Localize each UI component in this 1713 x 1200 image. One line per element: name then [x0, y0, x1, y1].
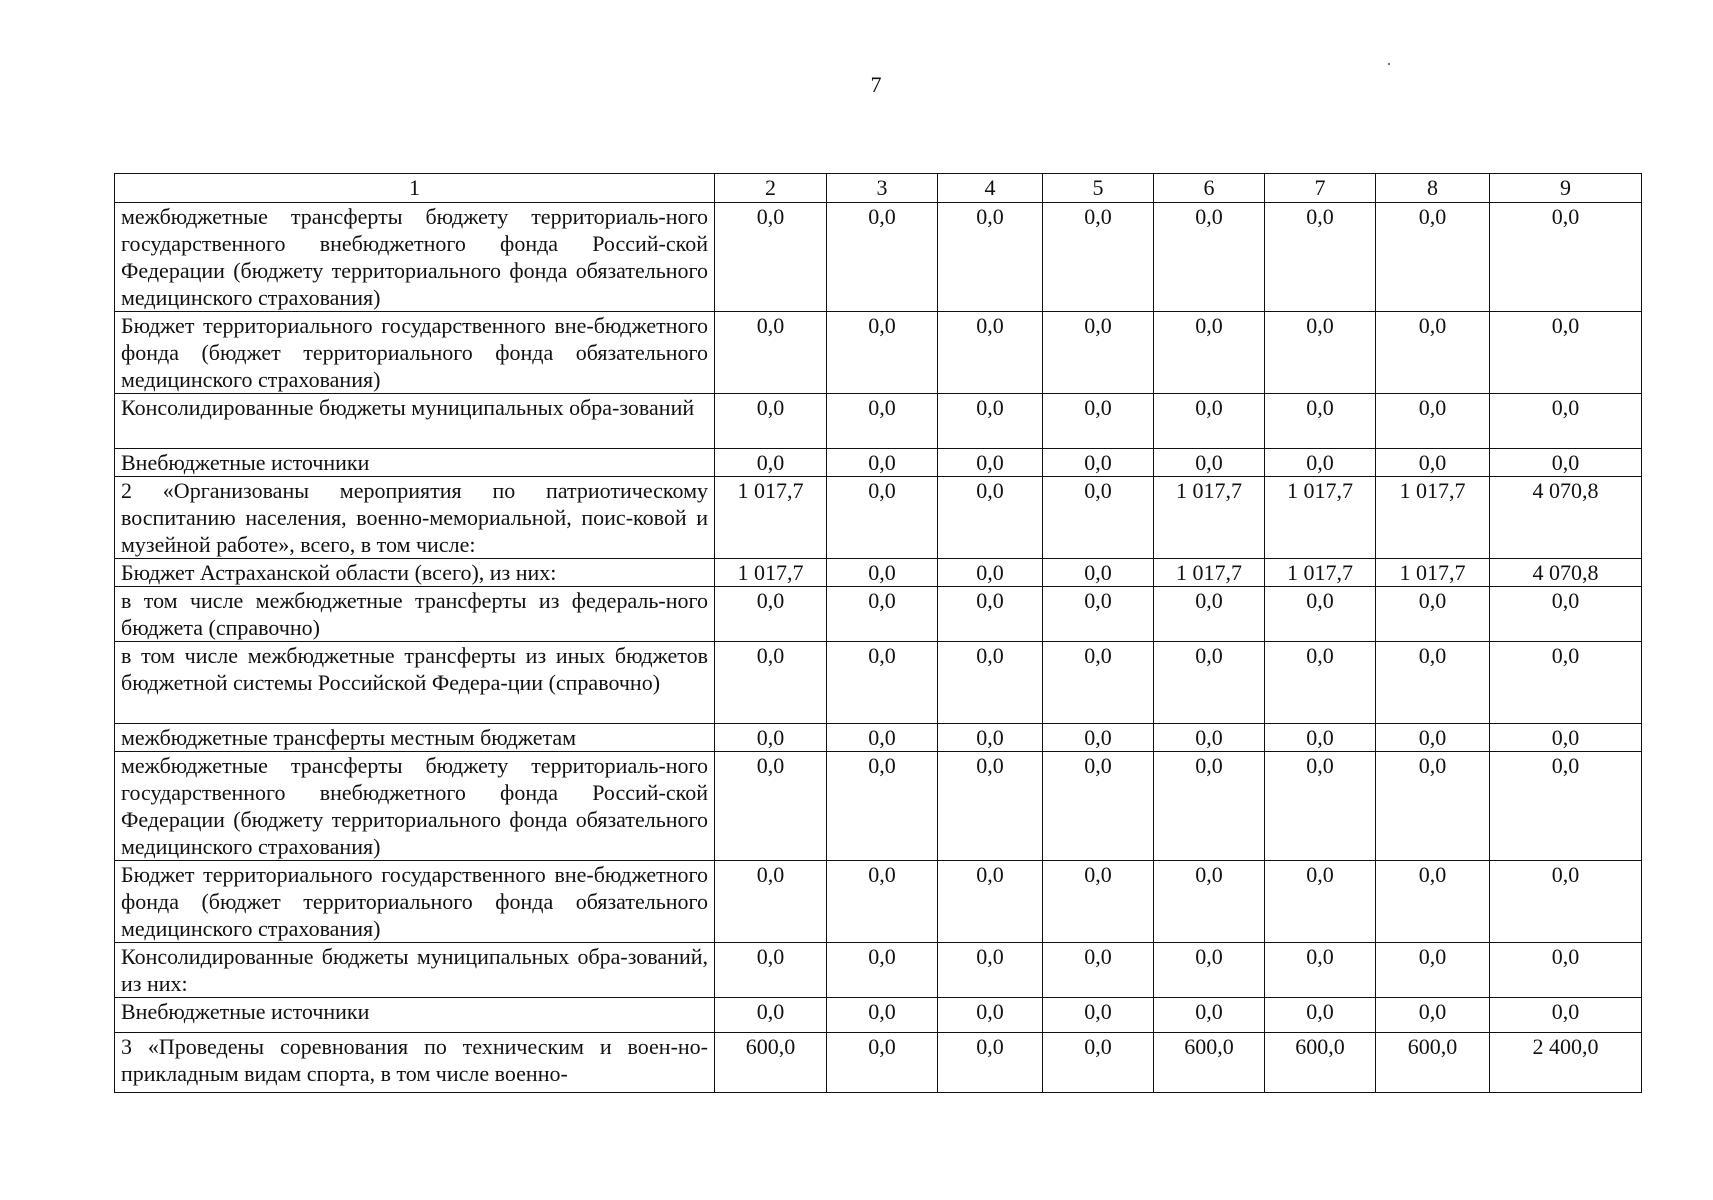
cell-value-col-4: 0,0	[938, 724, 1043, 752]
cell-value-col-3: 0,0	[827, 752, 938, 861]
scan-artifact-dot	[1388, 63, 1390, 65]
cell-value-col-3: 0,0	[827, 559, 938, 587]
row-label: 3 «Проведены соревнования по техническим и воен-но-прикладным видам спорта, в том числе военно-	[115, 1033, 715, 1093]
row-label: Бюджет территориального государственного вне-бюджетного фонда (бюджет территориального фонда обязательного медицинского страхования)	[115, 312, 715, 394]
cell-value-col-3: 0,0	[827, 587, 938, 642]
cell-value-col-9: 0,0	[1490, 998, 1642, 1033]
cell-value-col-5: 0,0	[1043, 752, 1154, 861]
cell-value-col-9: 0,0	[1490, 312, 1642, 394]
cell-value-col-2: 0,0	[715, 203, 827, 312]
cell-value-col-6: 0,0	[1154, 312, 1265, 394]
cell-value-col-9: 2 400,0	[1490, 1033, 1642, 1093]
column-header-7: 7	[1265, 174, 1376, 203]
column-header-4: 4	[938, 174, 1043, 203]
cell-value-col-4: 0,0	[938, 394, 1043, 449]
cell-value-col-6: 0,0	[1154, 449, 1265, 477]
cell-value-col-7: 0,0	[1265, 642, 1376, 724]
cell-value-col-5: 0,0	[1043, 998, 1154, 1033]
column-header-3: 3	[827, 174, 938, 203]
cell-value-col-5: 0,0	[1043, 943, 1154, 998]
cell-value-col-8: 0,0	[1376, 394, 1490, 449]
cell-value-col-9: 0,0	[1490, 752, 1642, 861]
table-row	[115, 1033, 1642, 1093]
cell-value-col-4: 0,0	[938, 861, 1043, 943]
cell-value-col-2: 1 017,7	[715, 477, 827, 559]
cell-value-col-7: 1 017,7	[1265, 559, 1376, 587]
cell-value-col-8: 0,0	[1376, 642, 1490, 724]
row-label: 2 «Организованы мероприятия по патриотическому воспитанию населения, военно-мемориальной, поис-ковой и музейной работе», всего, в том числе:	[115, 477, 715, 559]
cell-value-col-3: 0,0	[827, 861, 938, 943]
cell-value-col-7: 1 017,7	[1265, 477, 1376, 559]
cell-value-col-6: 1 017,7	[1154, 477, 1265, 559]
table-body	[115, 203, 1642, 1093]
cell-value-col-7: 0,0	[1265, 724, 1376, 752]
column-header-2: 2	[715, 174, 827, 203]
cell-value-col-6: 0,0	[1154, 752, 1265, 861]
table-row	[115, 998, 1642, 1033]
cell-value-col-3: 0,0	[827, 449, 938, 477]
cell-value-col-6: 0,0	[1154, 861, 1265, 943]
cell-value-col-4: 0,0	[938, 943, 1043, 998]
cell-value-col-6: 0,0	[1154, 203, 1265, 312]
cell-value-col-4: 0,0	[938, 752, 1043, 861]
cell-value-col-2: 600,0	[715, 1033, 827, 1093]
cell-value-col-8: 0,0	[1376, 449, 1490, 477]
cell-value-col-5: 0,0	[1043, 477, 1154, 559]
cell-value-col-5: 0,0	[1043, 1033, 1154, 1093]
cell-value-col-3: 0,0	[827, 1033, 938, 1093]
row-label: Консолидированные бюджеты муниципальных обра-зований, из них:	[115, 943, 715, 998]
column-number-row	[115, 174, 1642, 203]
cell-value-col-2: 0,0	[715, 724, 827, 752]
cell-value-col-5: 0,0	[1043, 312, 1154, 394]
cell-value-col-2: 0,0	[715, 394, 827, 449]
cell-value-col-2: 0,0	[715, 861, 827, 943]
row-label: межбюджетные трансферты местным бюджетам	[115, 724, 715, 752]
cell-value-col-9: 0,0	[1490, 642, 1642, 724]
cell-value-col-8: 1 017,7	[1376, 559, 1490, 587]
table-row	[115, 449, 1642, 477]
cell-value-col-4: 0,0	[938, 477, 1043, 559]
cell-value-col-2: 0,0	[715, 943, 827, 998]
row-label: Консолидированные бюджеты муниципальных обра-зований	[115, 394, 715, 449]
table-row	[115, 642, 1642, 724]
row-label: межбюджетные трансферты бюджету территориаль-ного государственного внебюджетного фонда Россий-ской Федерации (бюджету территориального фонда обязательного медицинского страхования)	[115, 752, 715, 861]
cell-value-col-7: 0,0	[1265, 394, 1376, 449]
cell-value-col-8: 0,0	[1376, 312, 1490, 394]
cell-value-col-7: 0,0	[1265, 587, 1376, 642]
column-header-9: 9	[1490, 174, 1642, 203]
cell-value-col-6: 1 017,7	[1154, 559, 1265, 587]
cell-value-col-8: 0,0	[1376, 587, 1490, 642]
cell-value-col-4: 0,0	[938, 642, 1043, 724]
cell-value-col-3: 0,0	[827, 998, 938, 1033]
cell-value-col-4: 0,0	[938, 203, 1043, 312]
table-row	[115, 477, 1642, 559]
cell-value-col-3: 0,0	[827, 724, 938, 752]
row-label: Внебюджетные источники	[115, 449, 715, 477]
cell-value-col-5: 0,0	[1043, 642, 1154, 724]
table-row	[115, 394, 1642, 449]
table-row	[115, 724, 1642, 752]
cell-value-col-4: 0,0	[938, 587, 1043, 642]
cell-value-col-7: 0,0	[1265, 861, 1376, 943]
cell-value-col-7: 0,0	[1265, 752, 1376, 861]
table-row	[115, 943, 1642, 998]
cell-value-col-8: 0,0	[1376, 998, 1490, 1033]
cell-value-col-9: 0,0	[1490, 861, 1642, 943]
cell-value-col-5: 0,0	[1043, 203, 1154, 312]
cell-value-col-6: 0,0	[1154, 998, 1265, 1033]
cell-value-col-4: 0,0	[938, 1033, 1043, 1093]
cell-value-col-3: 0,0	[827, 943, 938, 998]
cell-value-col-9: 0,0	[1490, 449, 1642, 477]
cell-value-col-4: 0,0	[938, 998, 1043, 1033]
cell-value-col-3: 0,0	[827, 203, 938, 312]
cell-value-col-9: 0,0	[1490, 203, 1642, 312]
table-row	[115, 559, 1642, 587]
cell-value-col-2: 0,0	[715, 752, 827, 861]
column-header-8: 8	[1376, 174, 1490, 203]
budget-table	[114, 173, 1642, 1093]
cell-value-col-3: 0,0	[827, 312, 938, 394]
cell-value-col-6: 0,0	[1154, 394, 1265, 449]
cell-value-col-5: 0,0	[1043, 449, 1154, 477]
row-label: Бюджет Астраханской области (всего), из них:	[115, 559, 715, 587]
cell-value-col-2: 0,0	[715, 312, 827, 394]
cell-value-col-3: 0,0	[827, 642, 938, 724]
cell-value-col-7: 0,0	[1265, 203, 1376, 312]
cell-value-col-2: 0,0	[715, 642, 827, 724]
cell-value-col-9: 0,0	[1490, 394, 1642, 449]
cell-value-col-7: 0,0	[1265, 312, 1376, 394]
cell-value-col-9: 0,0	[1490, 724, 1642, 752]
table-row	[115, 752, 1642, 861]
cell-value-col-6: 0,0	[1154, 943, 1265, 998]
cell-value-col-8: 0,0	[1376, 861, 1490, 943]
column-header-1: 1	[115, 174, 715, 203]
cell-value-col-2: 0,0	[715, 449, 827, 477]
row-label: в том числе межбюджетные трансферты из иных бюджетов бюджетной системы Российской Федера-ции (справочно)	[115, 642, 715, 724]
cell-value-col-5: 0,0	[1043, 724, 1154, 752]
cell-value-col-9: 4 070,8	[1490, 477, 1642, 559]
cell-value-col-9: 0,0	[1490, 587, 1642, 642]
cell-value-col-7: 0,0	[1265, 943, 1376, 998]
row-label: Внебюджетные источники	[115, 998, 715, 1033]
cell-value-col-2: 0,0	[715, 587, 827, 642]
table-row	[115, 861, 1642, 943]
cell-value-col-5: 0,0	[1043, 394, 1154, 449]
cell-value-col-8: 0,0	[1376, 943, 1490, 998]
cell-value-col-6: 600,0	[1154, 1033, 1265, 1093]
cell-value-col-6: 0,0	[1154, 587, 1265, 642]
cell-value-col-5: 0,0	[1043, 559, 1154, 587]
row-label: Бюджет территориального государственного вне-бюджетного фонда (бюджет территориального фонда обязательного медицинского страхования)	[115, 861, 715, 943]
cell-value-col-7: 600,0	[1265, 1033, 1376, 1093]
cell-value-col-8: 0,0	[1376, 724, 1490, 752]
cell-value-col-6: 0,0	[1154, 724, 1265, 752]
cell-value-col-4: 0,0	[938, 559, 1043, 587]
cell-value-col-6: 0,0	[1154, 642, 1265, 724]
cell-value-col-2: 1 017,7	[715, 559, 827, 587]
cell-value-col-8: 600,0	[1376, 1033, 1490, 1093]
cell-value-col-2: 0,0	[715, 998, 827, 1033]
cell-value-col-8: 1 017,7	[1376, 477, 1490, 559]
page-number: 7	[870, 72, 882, 97]
table-row	[115, 312, 1642, 394]
column-header-5: 5	[1043, 174, 1154, 203]
table-row	[115, 587, 1642, 642]
cell-value-col-5: 0,0	[1043, 587, 1154, 642]
cell-value-col-5: 0,0	[1043, 861, 1154, 943]
cell-value-col-8: 0,0	[1376, 752, 1490, 861]
cell-value-col-4: 0,0	[938, 449, 1043, 477]
cell-value-col-8: 0,0	[1376, 203, 1490, 312]
column-header-6: 6	[1154, 174, 1265, 203]
cell-value-col-3: 0,0	[827, 477, 938, 559]
cell-value-col-4: 0,0	[938, 312, 1043, 394]
cell-value-col-7: 0,0	[1265, 998, 1376, 1033]
cell-value-col-3: 0,0	[827, 394, 938, 449]
table-row	[115, 203, 1642, 312]
cell-value-col-9: 0,0	[1490, 943, 1642, 998]
row-label: межбюджетные трансферты бюджету территориаль-ного государственного внебюджетного фонда Россий-ской Федерации (бюджету территориального фонда обязательного медицинского страхования)	[115, 203, 715, 312]
cell-value-col-7: 0,0	[1265, 449, 1376, 477]
cell-value-col-9: 4 070,8	[1490, 559, 1642, 587]
row-label: в том числе межбюджетные трансферты из федераль-ного бюджета (справочно)	[115, 587, 715, 642]
